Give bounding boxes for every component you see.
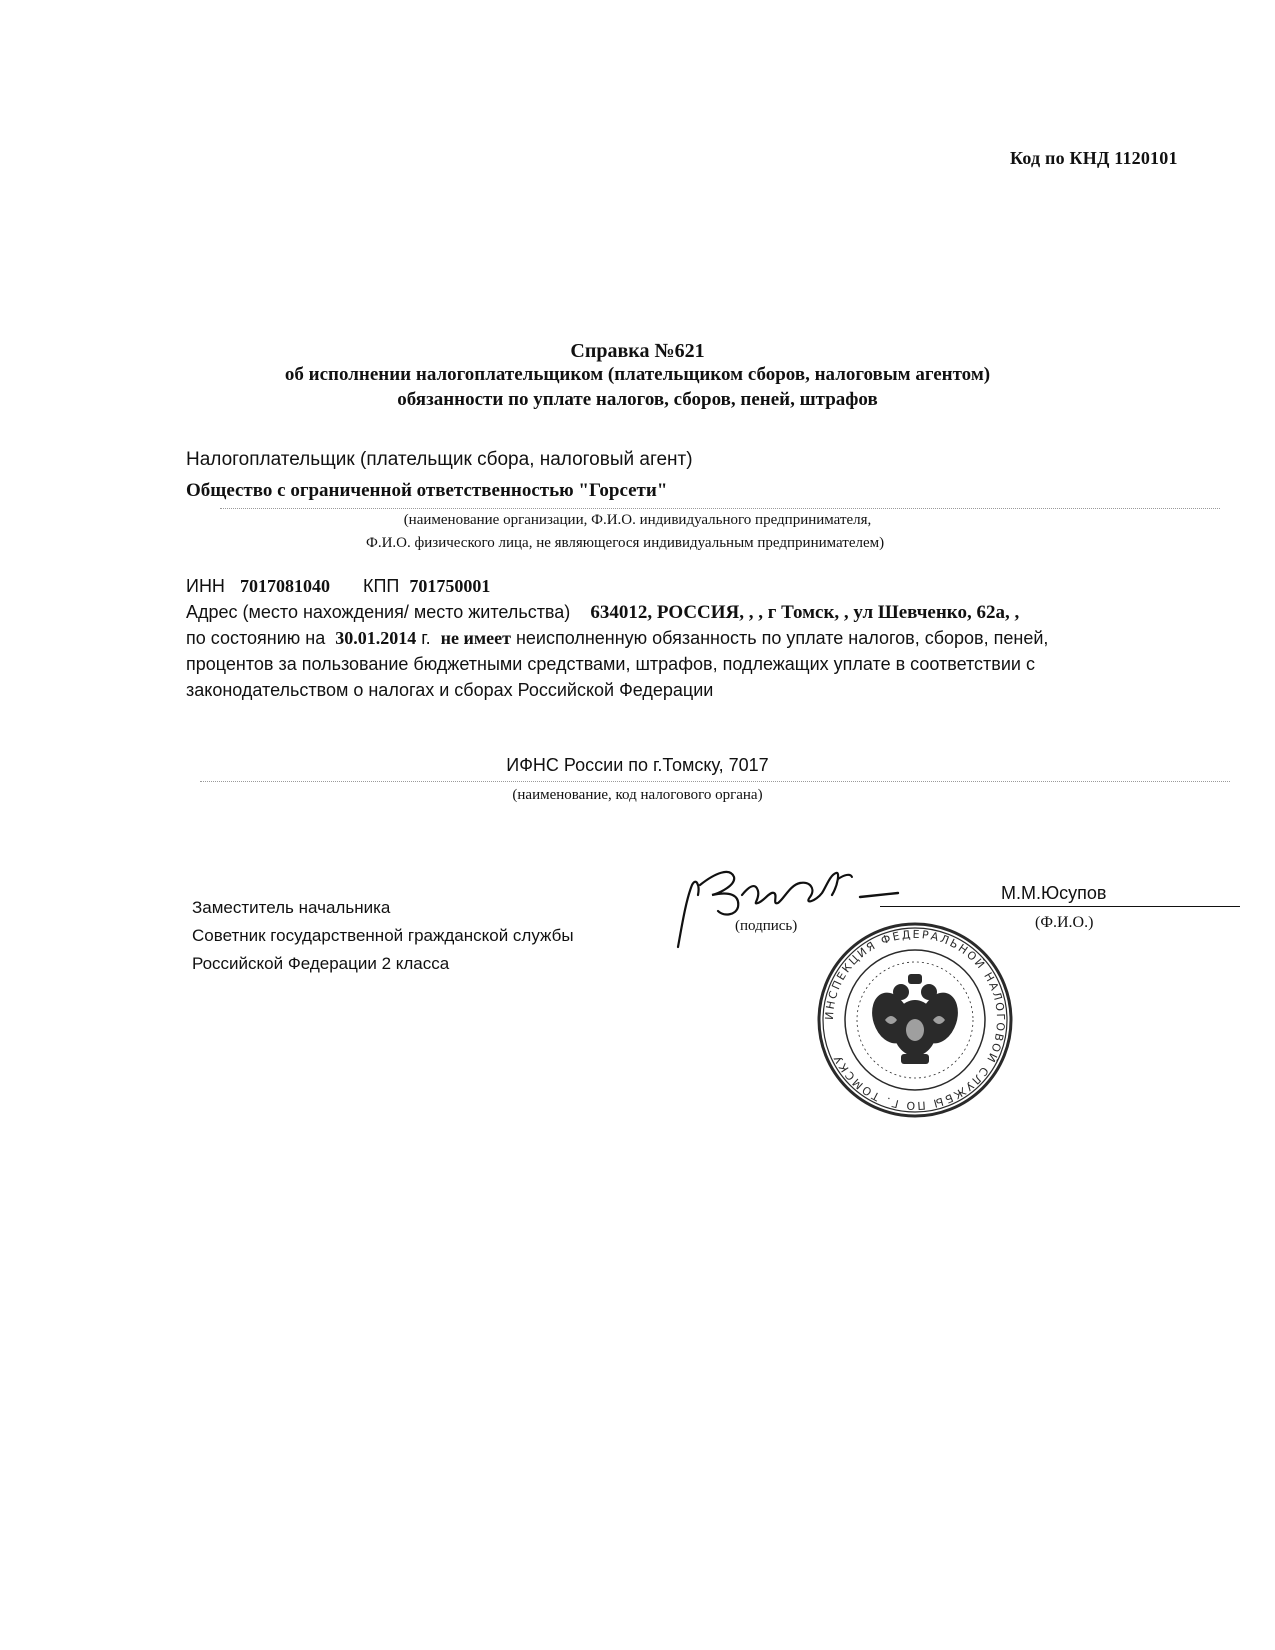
kpp-label: КПП: [362, 576, 400, 596]
signatory-fio: М.М.Юсупов: [1001, 883, 1107, 903]
position-line1: Заместитель начальника: [192, 898, 391, 917]
organization-name: Общество с ограниченной ответственностью "Горсети": [186, 480, 668, 501]
position-line3: Российской Федерации 2 класса: [192, 954, 450, 973]
statement-line3: законодательством о налогах и сборах Российской Федерации: [186, 680, 714, 700]
inn-value: 7017081040: [239, 576, 330, 596]
obligation-status: не имеет: [440, 628, 511, 648]
date-suffix: г.: [421, 628, 431, 648]
statement-text: [186, 625, 1226, 703]
organization-underline: [220, 508, 1220, 509]
statement-date: 30.01.2014: [335, 628, 417, 648]
statement-line1: неисполненную обязанность по уплате налогов, сборов, пеней,: [515, 628, 1049, 648]
tax-authority-hint: (наименование, код налогового органа): [512, 787, 763, 803]
document-subtitle-line2: обязанности по уплате налогов, сборов, пеней, штрафов: [397, 389, 878, 410]
statement-line2: процентов за пользование бюджетными средствами, штрафов, подлежащих уплате в соответствии с: [186, 654, 1035, 674]
document-title: Справка №621: [570, 340, 705, 362]
svg-text:ИНСПЕКЦИЯ ФЕДЕРАЛЬНОЙ НАЛОГОВО: ИНСПЕКЦИЯ ФЕДЕРАЛЬНОЙ НАЛОГОВОЙ СЛУЖБЫ ПО Г. ТОМСКУ: [822, 927, 1008, 1113]
fio-underline: [880, 906, 1240, 907]
knd-code: Код по КНД 1120101: [1010, 148, 1178, 168]
organization-hint-line1: (наименование организации, Ф.И.О. индивидуального предпринимателя,: [403, 512, 872, 528]
address-row: [186, 602, 1019, 624]
tax-authority-underline: [200, 781, 1230, 782]
address-label: Адрес (место нахождения/ место жительства): [186, 602, 571, 622]
signature-hint: (подпись): [735, 918, 798, 934]
fio-hint: (Ф.И.О.): [1035, 914, 1094, 931]
position-line2: Советник государственной гражданской службы: [192, 926, 574, 945]
signatory-position: [192, 894, 574, 978]
as-of-label: по состоянию на: [186, 628, 326, 648]
organization-hint-line2: Ф.И.О. физического лица, не являющегося индивидуальным предпринимателем): [366, 535, 885, 551]
inn-kpp-row: [186, 576, 490, 597]
kpp-value: 701750001: [409, 576, 491, 596]
inn-label: ИНН: [186, 576, 225, 596]
tax-authority-name: ИФНС России по г.Томску, 7017: [506, 755, 769, 775]
official-seal-stamp: [815, 920, 1015, 1120]
address-value: 634012, РОССИЯ, , , г Томск, , ул Шевченко, 62а, ,: [590, 602, 1020, 623]
taxpayer-caption: Налогоплательщик (плательщик сбора, налоговый агент): [186, 449, 693, 470]
document-subtitle-line1: об исполнении налогоплательщиком (плательщиком сборов, налоговым агентом): [284, 364, 991, 385]
